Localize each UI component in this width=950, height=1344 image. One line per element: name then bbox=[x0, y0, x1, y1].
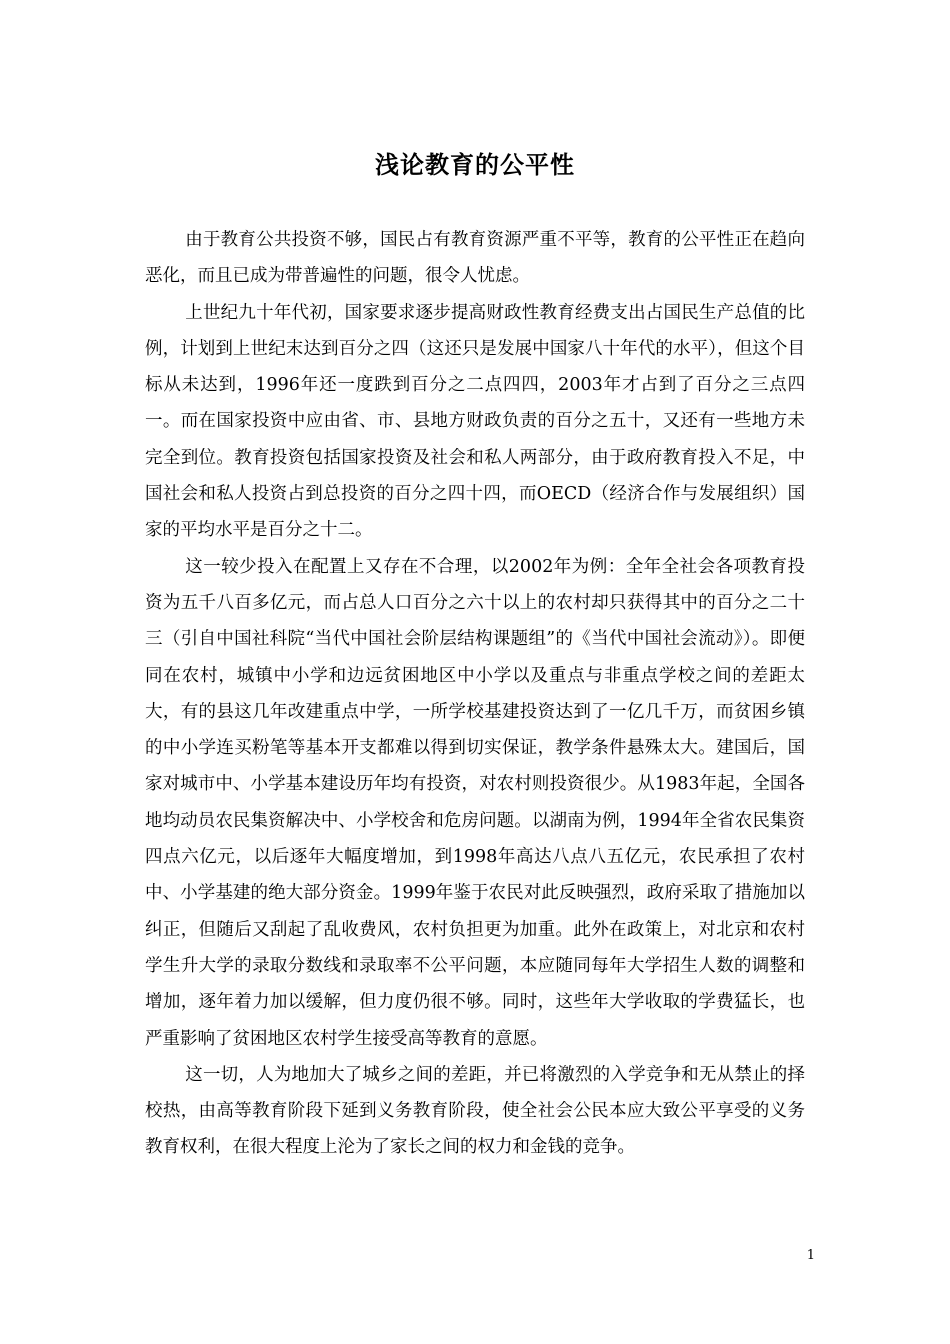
paragraph-2: 上世纪九十年代初，国家要求逐步提高财政性教育经费支出占国民生产总值的比例，计划到上世纪末达到百分之四（这还只是发展中国家八十年代的水平），但这个目标从未达到，1996年还一度跌到百分之二点四四，2003年才占到了百分之三点四一。而在国家投资中应由省、市、县地方财政负责的百分之五十，又还有一些地方未完全到位。教育投资包括国家投资及社会和私人两部分，由于政府教育投入不足，中国社会和私人投资占到总投资的百分之四十四，而OECD（经济合作与发展组织）国家的平均水平是百分之十二。 bbox=[145, 302, 805, 541]
document-title: 浅论教育的公平性 bbox=[375, 151, 575, 180]
paragraph-1: 由于教育公共投资不够，国民占有教育资源严重不平等，教育的公平性正在趋向恶化，而且已成为带普遍性的问题，很令人忧虑。 bbox=[145, 230, 805, 287]
document-body bbox=[145, 222, 805, 1166]
page-number: 1 bbox=[806, 1248, 815, 1263]
paragraph-3: 这一较少投入在配置上又存在不合理，以2002年为例：全年全社会各项教育投资为五千八百多亿元，而占总人口百分之六十以上的农村却只获得其中的百分之二十三（引自中国社科院“当代中国社会阶层结构课题组”的《当代中国社会流动》）。即便同在农村，城镇中小学和边远贫困地区中小学以及重点与非重点学校之间的差距太大，有的县这几年改建重点中学，一所学校基建投资达到了一亿几千万，而贫困乡镇的中小学连买粉笔等基本开支都难以得到切实保证，教学条件悬殊太大。建国后，国家对城市中、小学基本建设历年均有投资，对农村则投资很少。从1983年起，全国各地均动员农民集资解决中、小学校舍和危房问题。以湖南为例，1994年全省农民集资四点六亿元，以后逐年大幅度增加，到1998年高达八点八五亿元，农民承担了农村中、小学基建的绝大部分资金。1999年鉴于农民对此反映强烈，政府采取了措施加以纠正，但随后又刮起了乱收费风，农村负担更为加重。此外在政策上，对北京和农村学生升大学的录取分数线和录取率不公平问题，本应随同每年大学招生人数的调整和增加，逐年着力加以缓解，但力度仍很不够。同时，这些年大学收取的学费猛长，也严重影响了贫困地区农村学生接受高等教育的意愿。 bbox=[145, 556, 805, 1049]
paragraph-4: 这一切，人为地加大了城乡之间的差距，并已将激烈的入学竞争和无从禁止的择校热，由高等教育阶段下延到义务教育阶段，使全社会公民本应大致公平享受的义务教育权利，在很大程度上沦为了家长之间的权力和金钱的竞争。 bbox=[145, 1064, 805, 1158]
